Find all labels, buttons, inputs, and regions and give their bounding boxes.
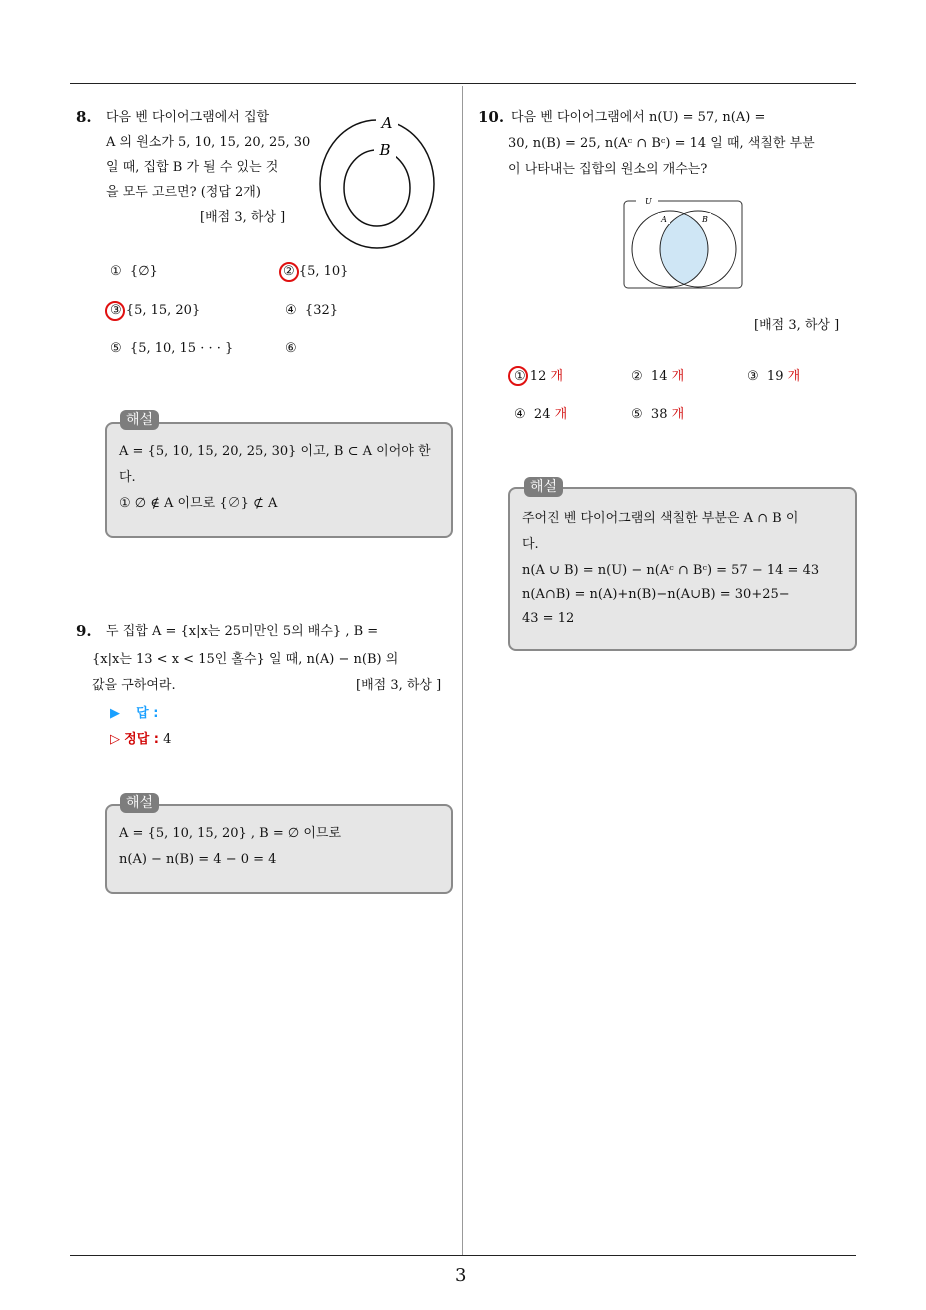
choice-text: {5, 10} — [298, 264, 349, 279]
set-a-label: A — [661, 215, 667, 224]
choice-unit: 개 — [671, 407, 685, 422]
choice-number: ② — [631, 369, 643, 384]
question-text-line: 값을 구하여라. — [92, 678, 176, 693]
question-text-line: 다음 벤 다이어그램에서 집합 — [106, 110, 270, 125]
question-number: 10. — [478, 108, 505, 126]
score-label: [배점 3, 하상 ] — [200, 210, 286, 225]
choice-unit: 개 — [554, 407, 568, 422]
explanation-line: n(A) − n(B) = 4 − 0 = 4 — [119, 852, 277, 867]
question-text-line: A 의 원소가 5, 10, 15, 20, 25, 30 — [106, 135, 311, 150]
top-rule — [70, 83, 856, 84]
explanation-tag: 해설 — [524, 477, 563, 497]
explanation-line: A = {5, 10, 15, 20} , B = ∅ 이므로 — [119, 826, 342, 841]
explanation-line: 주어진 벤 다이어그램의 색칠한 부분은 A ∩ B 이 — [522, 511, 799, 526]
question-text-line: 30, n(B) = 25, n(Aᶜ ∩ Bᶜ) = 14 일 때, 색칠한 부분 — [508, 136, 815, 151]
choice-1[interactable] — [514, 367, 563, 387]
choice-6[interactable] — [285, 339, 297, 359]
choice-2[interactable] — [631, 367, 684, 387]
column-divider — [462, 86, 463, 1256]
question-text-line: 일 때, 집합 B 가 될 수 있는 것 — [106, 160, 279, 175]
explanation-line: ① ∅ ∉ A 이므로 {∅} ⊄ A — [119, 496, 278, 511]
question-text-line: 두 집합 A = {x|x는 25미만인 5의 배수} , B = — [106, 624, 379, 639]
page-number: 3 — [455, 1265, 467, 1286]
bottom-rule — [70, 1255, 856, 1256]
question-text-line: 이 나타내는 집합의 원소의 개수는? — [508, 162, 708, 177]
choice-text: {5, 10, 15 · · · } — [129, 341, 234, 356]
venn-diagram-nested — [318, 112, 442, 252]
choice-text: {5, 15, 20} — [125, 303, 201, 318]
choice-3[interactable] — [110, 301, 200, 321]
choice-text: {32} — [304, 303, 339, 318]
choice-4[interactable] — [514, 405, 567, 425]
universal-set-label: U — [645, 197, 652, 206]
explanation-box — [105, 422, 453, 538]
choice-number: ④ — [285, 303, 297, 318]
choice-number: ① — [514, 369, 526, 384]
choice-1[interactable] — [110, 262, 158, 282]
explanation-line: 다. — [119, 470, 136, 485]
choice-3[interactable] — [747, 367, 800, 387]
set-b-label: B — [379, 141, 391, 159]
choice-number: ② — [283, 264, 295, 279]
choice-unit: 개 — [671, 369, 685, 384]
venn-diagram-intersection — [622, 194, 746, 292]
set-a-label: A — [381, 114, 393, 132]
choice-unit: 개 — [550, 369, 564, 384]
correct-answer-row — [110, 730, 171, 750]
correct-value: 4 — [163, 732, 172, 747]
explanation-line: A = {5, 10, 15, 20, 25, 30} 이고, B ⊂ A 이어야 한 — [119, 444, 431, 459]
choice-number: ③ — [747, 369, 759, 384]
explanation-line: 43 = 12 — [522, 611, 575, 626]
explanation-line: 다. — [522, 537, 539, 552]
choice-2[interactable] — [283, 262, 348, 282]
question-number: 9. — [76, 622, 92, 640]
choice-value: 38 — [650, 407, 668, 422]
choice-number: ④ — [514, 407, 526, 422]
choice-text: {∅} — [129, 264, 158, 279]
score-label: [배점 3, 하상 ] — [356, 678, 442, 693]
choice-4[interactable] — [285, 301, 338, 321]
explanation-line: n(A∩B) = n(A)+n(B)−n(A∪B) = 30+25− — [522, 587, 790, 602]
triangle-outline-icon: ▷ — [110, 732, 120, 747]
explanation-box — [105, 804, 453, 894]
choice-value: 12 — [529, 369, 547, 384]
choice-value: 24 — [533, 407, 551, 422]
explanation-tag: 해설 — [120, 793, 159, 813]
answer-label: 답 : — [136, 706, 159, 721]
choice-number: ① — [110, 264, 122, 279]
set-a-ellipse — [320, 120, 434, 248]
set-b-ellipse — [344, 150, 410, 226]
correct-label: 정답 : — [124, 732, 159, 747]
explanation-tag: 해설 — [120, 410, 159, 430]
question-text-line: {x|x는 13 < x < 15인 홀수} 일 때, n(A) − n(B) 의 — [92, 652, 399, 667]
choice-number: ⑤ — [631, 407, 643, 422]
question-text-line: 을 모두 고르면? (정답 2개) — [106, 185, 261, 200]
choice-value: 19 — [766, 369, 784, 384]
choice-number: ⑤ — [110, 341, 122, 356]
choice-value: 14 — [650, 369, 668, 384]
choice-number: ⑥ — [285, 341, 297, 356]
choice-5[interactable] — [631, 405, 684, 425]
answer-row[interactable] — [110, 704, 158, 724]
choice-5[interactable] — [110, 339, 233, 359]
question-number: 8. — [76, 108, 92, 126]
choice-unit: 개 — [787, 369, 801, 384]
score-label: [배점 3, 하상 ] — [754, 318, 840, 333]
explanation-line: n(A ∪ B) = n(U) − n(Aᶜ ∩ Bᶜ) = 57 − 14 = 43 — [522, 563, 820, 578]
question-text-line: 다음 벤 다이어그램에서 n(U) = 57, n(A) = — [511, 110, 766, 125]
explanation-box — [508, 487, 857, 651]
choice-number: ③ — [110, 303, 122, 318]
play-icon: ▶ — [110, 706, 120, 721]
set-b-label: B — [702, 215, 708, 224]
